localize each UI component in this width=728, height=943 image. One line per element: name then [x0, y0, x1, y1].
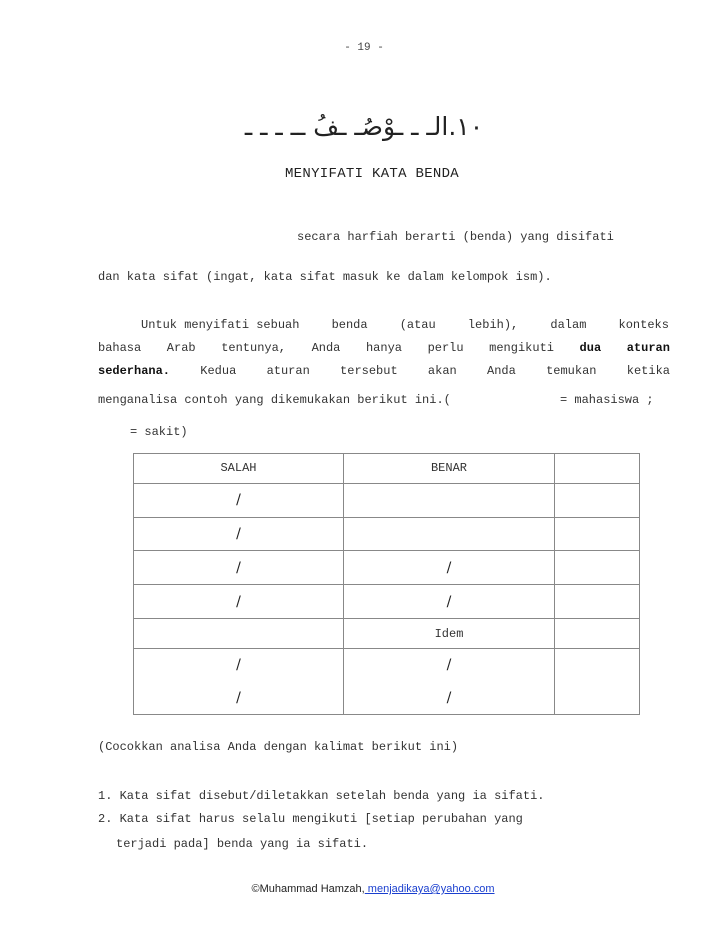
table-cell: [134, 619, 344, 649]
para-word: dalam: [550, 318, 587, 332]
para-word: temukan: [546, 364, 597, 378]
para-word: hanya: [365, 341, 402, 355]
para-word: Kedua: [200, 364, 237, 378]
footer-author: ©Muhammad Hamzah,: [251, 883, 365, 895]
para-word: bahasa: [98, 341, 142, 355]
para-word: (atau: [399, 318, 436, 332]
para-word: Anda: [311, 341, 341, 355]
paragraph-line-1: [141, 318, 669, 332]
footer: [0, 883, 728, 895]
paragraph-line-4-right: = mahasiswa ;: [560, 393, 654, 407]
paragraph-line-2: [98, 341, 670, 355]
column-header-benar: BENAR: [344, 454, 555, 484]
para-word: Untuk menyifati sebuah: [141, 318, 300, 332]
example-table: [133, 453, 640, 715]
table-cell: /: [344, 551, 555, 585]
para-word: Arab: [166, 341, 196, 355]
intro-line-1: secara harfiah berarti (benda) yang disifati: [297, 230, 614, 244]
table-cell: /: [344, 585, 555, 619]
para-word: konteks: [618, 318, 669, 332]
footer-email-link[interactable]: menjadikaya@yahoo.com: [364, 883, 495, 895]
paragraph-line-3: [98, 364, 670, 378]
table-cell: [555, 551, 640, 585]
paragraph-line-4: menganalisa contoh yang dikemukakan berikut ini.(: [98, 393, 451, 407]
rule-item-1: 1. Kata sifat disebut/diletakkan setelah benda yang ia sifati.: [98, 789, 545, 803]
page-number: - 19 -: [344, 42, 384, 54]
para-word: akan: [427, 364, 457, 378]
para-word-bold: aturan: [626, 341, 670, 355]
table-cell: [344, 483, 555, 517]
table-row: [134, 619, 640, 649]
table-row: [134, 551, 640, 585]
table-cell: /: [134, 517, 344, 551]
table-row: [134, 649, 640, 715]
intro-line-2: dan kata sifat (ingat, kata sifat masuk ke dalam kelompok ism).: [98, 270, 552, 284]
para-word: benda: [331, 318, 368, 332]
table-row: [134, 483, 640, 517]
rule-item-2: 2. Kata sifat harus selalu mengikuti [setiap perubahan yang: [98, 812, 523, 826]
table-cell: [555, 585, 640, 619]
table-row: [134, 585, 640, 619]
rules-intro: (Cocokkan analisa Anda dengan kalimat berikut ini): [98, 740, 459, 754]
page-title: MENYIFATI KATA BENDA: [284, 166, 460, 182]
para-word: tersebut: [340, 364, 398, 378]
para-word-bold: dua: [579, 341, 602, 355]
table-cell: [555, 483, 640, 517]
table-cell: [555, 649, 640, 715]
para-word: Anda: [487, 364, 516, 378]
para-word: ketika: [626, 364, 670, 378]
cell-line: /: [446, 689, 452, 706]
table-cell: [134, 649, 344, 715]
table-cell: [344, 517, 555, 551]
table-cell: [555, 517, 640, 551]
cell-line: /: [446, 657, 452, 674]
table-cell: [555, 619, 640, 649]
table-cell: /: [134, 585, 344, 619]
paragraph-line-5: = sakit): [130, 425, 188, 439]
rule-item-2-continued: terjadi pada] benda yang ia sifati.: [116, 837, 369, 851]
table-header-row: [134, 454, 640, 484]
table-cell: /: [134, 483, 344, 517]
para-word: aturan: [266, 364, 310, 378]
para-word: lebih),: [467, 318, 519, 332]
cell-line: /: [236, 657, 241, 674]
table-row: [134, 517, 640, 551]
column-header-salah: SALAH: [134, 454, 344, 484]
para-word: perlu: [427, 341, 464, 355]
para-word: tentunya,: [221, 341, 286, 355]
arabic-heading: ١٠.اﻟـ ـ ـﻮْﺻُـ ـﻒُ ــ ـ ـ ـ: [244, 112, 484, 141]
table-cell: /: [134, 551, 344, 585]
para-word: mengikuti: [489, 341, 554, 355]
cell-line: /: [236, 689, 241, 706]
table-cell: Idem: [344, 619, 555, 649]
para-word-bold: sederhana.: [98, 364, 171, 378]
table-cell: [344, 649, 555, 715]
column-header-extra: [555, 454, 640, 484]
